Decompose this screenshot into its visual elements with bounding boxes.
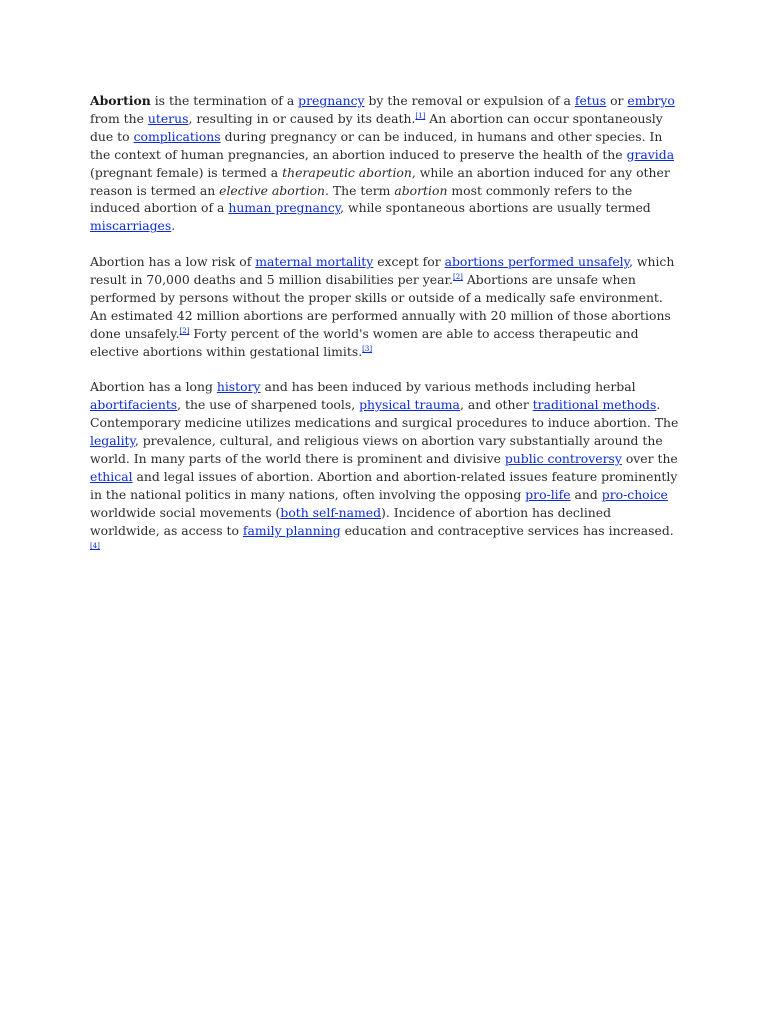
italic-term: therapeutic abortion	[282, 164, 412, 180]
text-run: over the	[621, 451, 678, 467]
link-pro-choice[interactable]: pro-choice	[601, 486, 668, 502]
text-run: from the	[90, 110, 148, 126]
text-run: An abortion can occur spontaneously due to	[90, 110, 663, 144]
text-run: (pregnant female) is termed a	[90, 164, 283, 180]
link-fetus[interactable]: fetus	[574, 93, 607, 108]
link-family-planning[interactable]: family planning	[242, 522, 341, 538]
paragraph-2	[90, 253, 682, 360]
text-run: is the termination of a	[150, 93, 299, 108]
text-run: except for	[373, 254, 445, 270]
ref-4[interactable]: [4]	[90, 541, 100, 550]
text-run: or	[606, 93, 628, 108]
text-run: Forty percent of the world's women are able to access therapeutic and elective abortions within gestational limits.	[90, 325, 639, 359]
link-miscarriages[interactable]: miscarriages	[90, 218, 172, 234]
link-maternal-mortality[interactable]: maternal mortality	[255, 254, 374, 270]
citation-superscript	[362, 345, 372, 353]
document-body	[90, 92, 682, 575]
text-run: during pregnancy or can be induced, in humans and other species. In the context of human pregnancies, an abortion induced to preserve the health of the	[90, 128, 663, 162]
text-run: . The term	[325, 182, 395, 198]
text-run: and has been induced by various methods including herbal	[260, 379, 636, 395]
text-run: , and other	[459, 397, 533, 413]
link-both-self-named[interactable]: both self-named	[280, 504, 382, 520]
text-run: most commonly refers to the induced abortion of a	[90, 182, 633, 216]
link-abortifacients[interactable]: abortifacients	[90, 397, 178, 413]
link-public-controversy[interactable]: public controversy	[504, 451, 622, 467]
link-gravida[interactable]: gravida	[626, 146, 675, 162]
link-history[interactable]: history	[216, 379, 261, 395]
text-run: and legal issues of abortion. Abortion and abortion-related issues feature prominently in the national politics in many nations, often involving the opposing	[90, 469, 678, 502]
italic-term: abortion	[394, 182, 448, 198]
text-run: ). Incidence of abortion has declined worldwide, as access to	[90, 504, 612, 538]
link-pregnancy[interactable]: pregnancy	[298, 93, 365, 108]
text-run: worldwide social movements (	[90, 504, 281, 520]
text-run: , prevalence, cultural, and religious views on abortion vary substantially around the world. In many parts of the world there is prominent and divisive	[90, 433, 663, 467]
link-embryo[interactable]: embryo	[627, 93, 675, 108]
citation-superscript	[415, 112, 425, 120]
text-run: and	[570, 486, 602, 502]
link-physical-trauma[interactable]: physical trauma	[359, 397, 460, 413]
text-run: Abortion has a low risk of	[90, 254, 256, 270]
ref-3[interactable]: [3]	[362, 344, 373, 353]
link-ethical[interactable]: ethical	[90, 469, 133, 484]
link-traditional-methods[interactable]: traditional methods	[532, 397, 657, 413]
text-run: , resulting in or caused by its death.	[188, 110, 416, 126]
ref-2[interactable]: [2]	[452, 273, 463, 282]
paragraph-1	[90, 92, 682, 235]
paragraph-3	[90, 378, 682, 557]
link-human-pregnancy[interactable]: human pregnancy	[228, 200, 341, 216]
text-run: education and contraceptive services has increased.	[340, 522, 674, 538]
italic-term: elective abortion	[219, 182, 326, 198]
link-legality[interactable]: legality	[90, 433, 135, 449]
link-uterus[interactable]: uterus	[147, 110, 189, 126]
text-run: Abortions are unsafe when performed by persons without the proper skills or outside of a medically safe environment. An estimated 42 million abortions are performed annually with 20 million of those abortions done unsafely.	[90, 272, 671, 341]
link-abortions-performed-unsafely[interactable]: abortions performed unsafely	[444, 254, 629, 270]
ref-2b[interactable]: [2]	[179, 326, 190, 335]
bold-term: Abortion	[90, 93, 151, 108]
citation-superscript	[453, 273, 463, 281]
citation-superscript	[90, 542, 100, 550]
text-run: , while spontaneous abortions are usually termed	[340, 200, 651, 216]
text-run: .	[171, 218, 176, 234]
citation-superscript	[180, 327, 190, 335]
text-run: by the removal or expulsion of a	[364, 93, 575, 108]
text-run: , the use of sharpened tools,	[177, 397, 360, 413]
link-complications[interactable]: complications	[133, 128, 221, 144]
text-run: , which result in 70,000 deaths and 5 million disabilities per year.	[90, 254, 675, 288]
ref-1[interactable]: [1]	[415, 111, 426, 120]
link-pro-life[interactable]: pro-life	[525, 486, 571, 502]
text-run: , while an abortion induced for any other reason is termed an	[90, 164, 670, 198]
text-run: . Contemporary medicine utilizes medications and surgical procedures to induce abortion. The	[90, 397, 679, 431]
text-run: Abortion has a long	[90, 379, 217, 395]
